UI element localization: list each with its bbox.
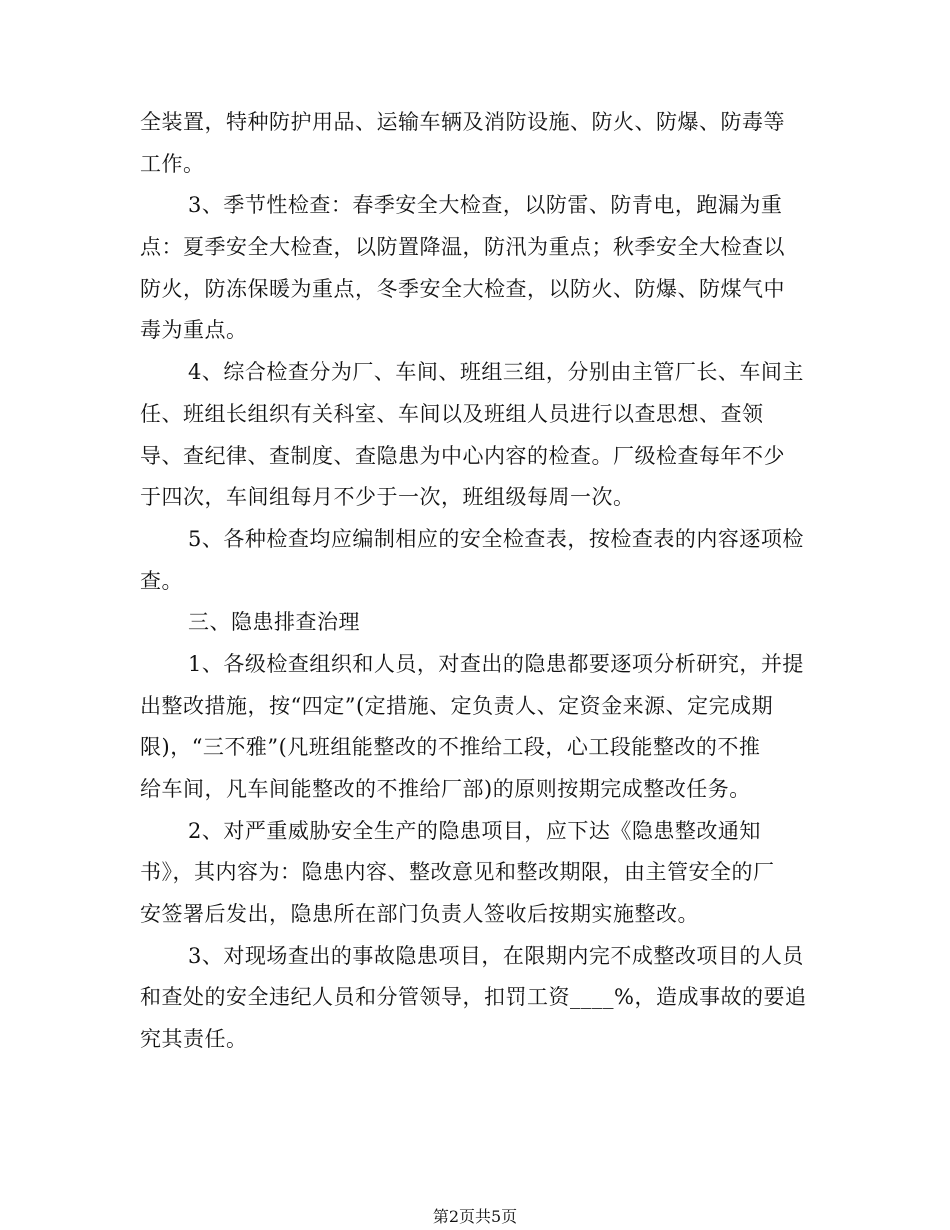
text-line: 防火，防冻保暖为重点，冬季安全大检查，以防火、防爆、防煤气中 [140, 276, 785, 301]
text-line: 3、季节性检查：春季安全大检查，以防雷、防青电，跑漏为重 [188, 193, 783, 218]
text-line: 3、对现场查出的事故隐患项目，在限期内完不成整改项目的人员 [188, 943, 804, 968]
text-line: 和查处的安全违纪人员和分管领导，扣罚工资____%，造成事故的要追 [140, 985, 807, 1010]
text-line: 工作。 [140, 151, 205, 176]
text-line: 2、对严重威胁安全生产的隐患项目，应下达《隐患整改通知 [188, 818, 761, 843]
page-number-footer: 第2页共5页 [432, 1207, 518, 1226]
text-line: 全装置，特种防护用品、运输车辆及消防设施、防火、防爆、防毒等 [140, 110, 785, 134]
text-line: 查。 [140, 568, 183, 593]
text-line: 究其责任。 [140, 1027, 248, 1052]
text-line: 安签署后发出，隐患所在部门负责人签收后按期实施整改。 [140, 902, 699, 927]
text-line: 于四次，车间组每月不少于一次，班组级每周一次。 [140, 485, 635, 510]
text-line: 毒为重点。 [140, 318, 248, 343]
text-line: 任、班组长组织有关科室、车间以及班组人员进行以查思想、查领 [140, 401, 764, 426]
document-body [140, 102, 820, 1061]
text-line: 限)，“三不雅”(凡班组能整改的不推给工段，心工段能整改的不推 [140, 735, 761, 760]
text-line: 5、各种检查均应编制相应的安全检查表，按检查表的内容逐项检 [188, 526, 804, 551]
text-line: 出整改措施，按“四定”(定措施、定负责人、定资金来源、定完成期 [140, 693, 774, 718]
text-line: 书》，其内容为：隐患内容、整改意见和整改期限，由主管安全的厂 [140, 860, 775, 885]
text-line: 点：夏季安全大检查，以防置降温，防汛为重点；秋季安全大检查以 [140, 235, 785, 260]
text-line: 4、综合检查分为厂、车间、班组三组，分别由主管厂长、车间主 [188, 360, 804, 385]
text-line: 导、查纪律、查制度、查隐患为中心内容的检查。厂级检查每年不少 [140, 443, 785, 468]
text-line: 给车间，凡车间能整改的不推给厂部)的原则按期完成整改任务。 [140, 777, 751, 801]
text-line: 1、各级检查组织和人员，对查出的隐患都要逐项分析研究，并提 [188, 651, 804, 676]
text-line: 三、隐患排查治理 [188, 610, 360, 635]
